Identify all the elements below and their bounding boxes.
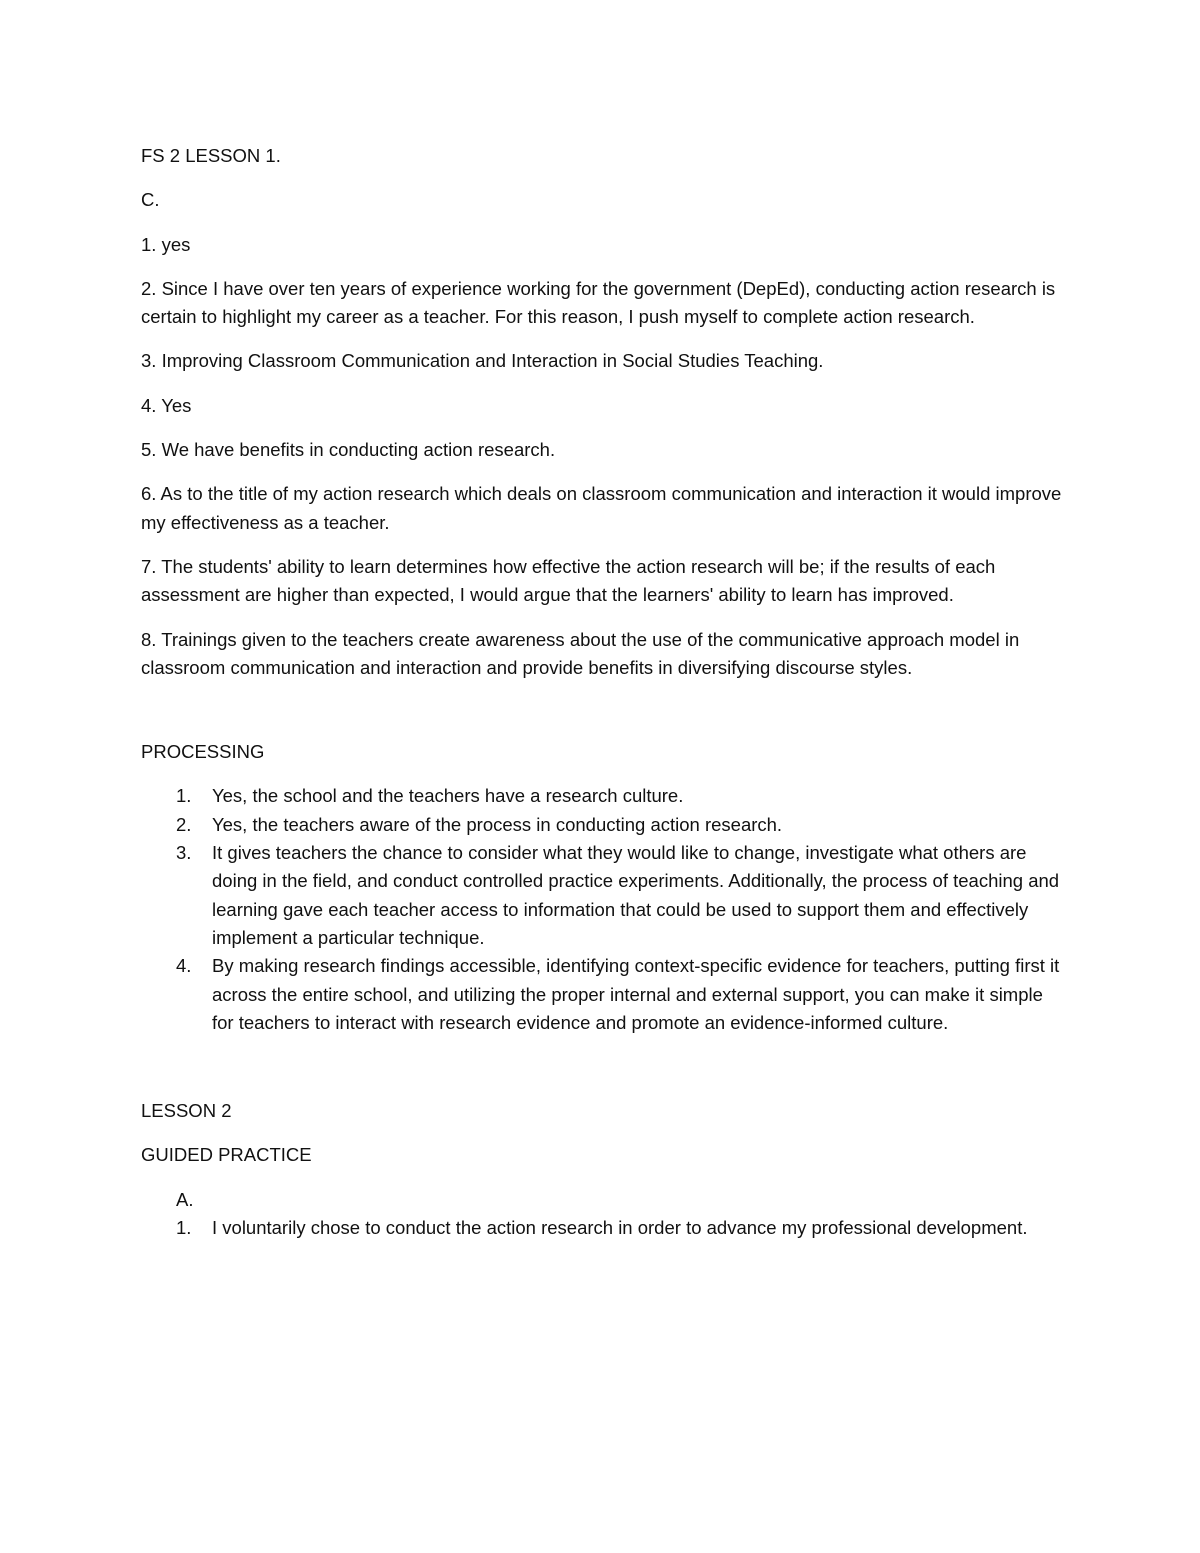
list-item (141, 782, 1066, 810)
list-number: 2. (176, 813, 192, 835)
document-heading: FS 2 LESSON 1. (141, 145, 281, 166)
spacer (141, 1053, 1066, 1097)
spacer (141, 698, 1066, 738)
answer-3: 3. Improving Classroom Communication and Interaction in Social Studies Teaching. (141, 350, 824, 372)
list-text: I voluntarily chose to conduct the action research in order to advance my professional development. (212, 1217, 1028, 1239)
list-number: 3. (176, 842, 192, 864)
answer-5: 5. We have benefits in conducting action research. (141, 439, 556, 461)
list-item (141, 1214, 1066, 1242)
list-number: 1. (176, 1217, 192, 1239)
part-label-a (141, 1186, 1066, 1214)
list-item (141, 952, 1066, 1037)
processing-list (141, 782, 1066, 1037)
answer-8: 8. Trainings given to the teachers create awareness about the use of the communicative approach model in classroom communication and interaction and provide benefits in diversifying discourse styles. (141, 628, 1020, 678)
section-label-c: C. (141, 189, 160, 211)
list-item (141, 811, 1066, 839)
list-text: By making research findings accessible, identifying context-specific evidence for teachers, putting first it across the entire school, and utilizing the proper internal and external support, you can make it simple for teachers to interact with research evidence and promote an evidence-informed culture. (212, 955, 1060, 1033)
document-body (141, 142, 1066, 1258)
lesson-2-title: LESSON 2 (141, 1100, 232, 1122)
guided-practice-title: GUIDED PRACTICE (141, 1144, 312, 1166)
answer-7: 7. The students' ability to learn determines how effective the action research will be; if the results of each assessment are higher than expected, I would argue that the learners' ability to learn has improved. (141, 555, 996, 606)
list-text: Yes, the school and the teachers have a research culture. (212, 785, 684, 807)
answer-6: 6. As to the title of my action research which deals on classroom communication and interaction it would improve my effectiveness as a teacher. (141, 483, 1062, 533)
guided-practice-list (141, 1214, 1066, 1242)
part-letter: A. (176, 1188, 194, 1210)
list-number: 4. (176, 955, 192, 977)
answer-2: 2. Since I have over ten years of experience working for the government (DepEd), conducting action research is certain to highlight my career as a teacher. For this reason, I push myself to complete action research. (141, 277, 1056, 328)
list-text: It gives teachers the chance to consider what they would like to change, investigate what others are doing in the field, and conduct controlled practice experiments. Additionally, the process of teaching and learning gave each teacher access to information that could be used to support them and effectively implement a particular technique. (212, 842, 1060, 948)
answer-1: 1. yes (141, 233, 191, 255)
processing-title: PROCESSING (141, 741, 265, 763)
list-number: 1. (176, 785, 192, 807)
list-text: Yes, the teachers aware of the process in conducting action research. (212, 813, 783, 835)
list-item (141, 839, 1066, 952)
answer-4: 4. Yes (141, 394, 192, 416)
